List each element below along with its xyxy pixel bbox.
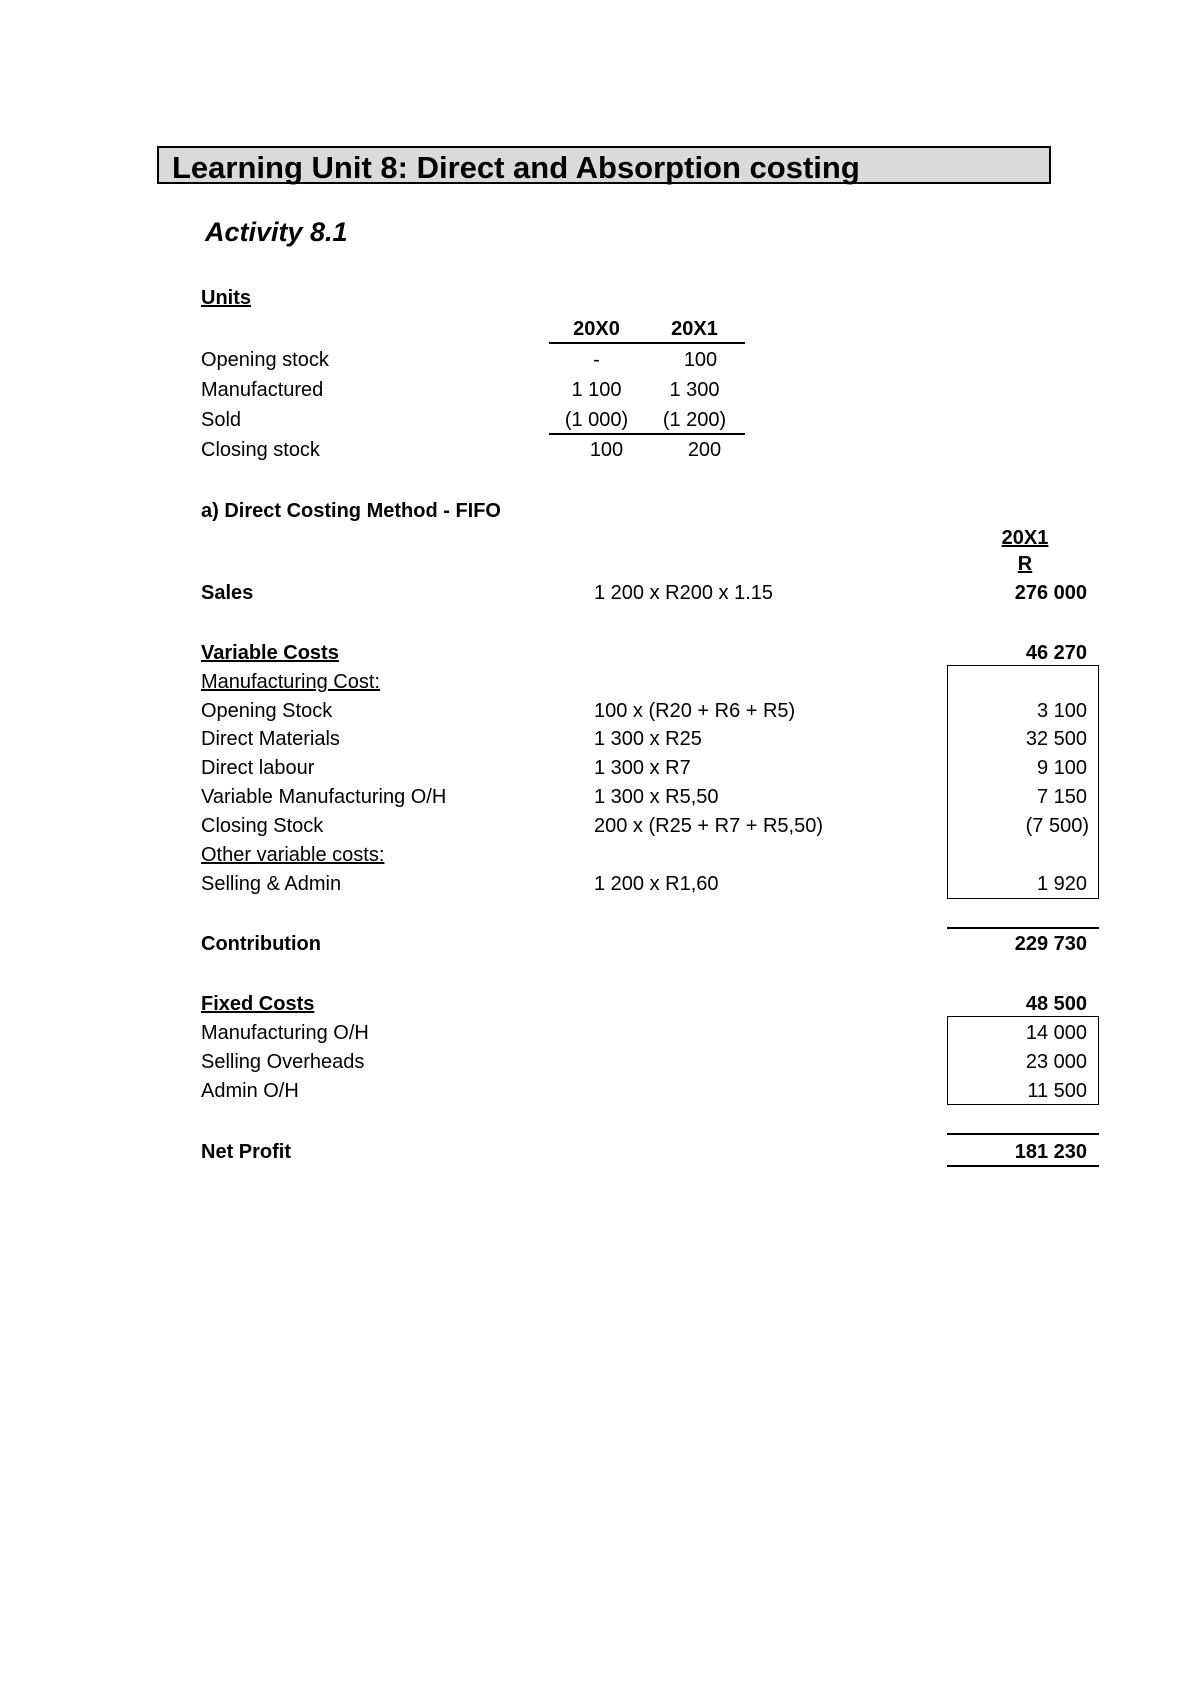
net-profit-underline [947, 1165, 1099, 1167]
units-row-value: 100 [589, 439, 624, 461]
units-row-value: - [593, 349, 600, 371]
variable-cost-calc: 1 300 x R25 [594, 728, 702, 750]
units-row-label: Closing stock [201, 439, 320, 461]
net-profit-amount: 181 230 [1014, 1141, 1087, 1163]
other-variable-cost-amount: 1 920 [1036, 873, 1087, 895]
variable-cost-label: Direct labour [201, 757, 315, 779]
variable-cost-label: Variable Manufacturing O/H [201, 786, 447, 808]
fixed-costs-label: Fixed Costs [201, 993, 315, 1015]
units-row-label: Sold [201, 409, 242, 431]
contribution-overline [947, 927, 1099, 929]
variable-cost-calc: 100 x (R20 + R6 + R5) [594, 700, 796, 722]
variable-cost-calc: 200 x (R25 + R7 + R5,50) [594, 815, 824, 837]
variable-cost-label: Opening Stock [201, 700, 333, 722]
contribution-label: Contribution [201, 933, 321, 955]
fixed-costs-total: 48 500 [1025, 993, 1087, 1015]
page-title: Learning Unit 8: Direct and Absorption costing [172, 150, 860, 185]
units-header-underline [549, 342, 745, 344]
units-col-20x1: 20X1 [671, 318, 718, 340]
units-row-value: (1 000) [564, 409, 629, 431]
variable-cost-amount: 3 100 [1036, 700, 1087, 722]
section-heading: a) Direct Costing Method - FIFO [201, 500, 501, 522]
column-currency: R [1017, 553, 1033, 575]
sales-amount: 276 000 [1014, 582, 1087, 604]
variable-cost-label: Closing Stock [201, 815, 324, 837]
units-heading: Units [201, 287, 251, 309]
manufacturing-cost-label: Manufacturing Cost: [201, 671, 380, 693]
other-variable-cost-label: Selling & Admin [201, 873, 342, 895]
sales-label: Sales [201, 582, 254, 604]
sales-calc: 1 200 x R200 x 1.15 [594, 582, 774, 604]
other-variable-cost-calc: 1 200 x R1,60 [594, 873, 719, 895]
activity-title: Activity 8.1 [205, 217, 348, 247]
variable-cost-amount: 32 500 [1025, 728, 1087, 750]
variable-cost-amount: 7 150 [1036, 786, 1087, 808]
net-profit-label: Net Profit [201, 1141, 291, 1163]
fixed-cost-amount: 14 000 [1025, 1022, 1087, 1044]
fixed-cost-label: Selling Overheads [201, 1051, 365, 1073]
units-col-20x0: 20X0 [573, 318, 620, 340]
column-year: 20X1 [1001, 527, 1049, 549]
variable-cost-label: Direct Materials [201, 728, 340, 750]
variable-costs-total: 46 270 [1025, 642, 1087, 664]
fixed-cost-label: Manufacturing O/H [201, 1022, 369, 1044]
units-row-label: Manufactured [201, 379, 324, 401]
units-total-underline [549, 433, 745, 435]
units-row-value: (1 200) [662, 409, 727, 431]
fixed-cost-label: Admin O/H [201, 1080, 299, 1102]
units-row-value: 1 100 [571, 379, 622, 401]
other-variable-costs-label: Other variable costs: [201, 844, 385, 866]
fixed-cost-amount: 23 000 [1025, 1051, 1087, 1073]
variable-costs-label: Variable Costs [201, 642, 339, 664]
variable-cost-calc: 1 300 x R7 [594, 757, 691, 779]
units-row-value: 100 [683, 349, 718, 371]
units-row-value: 200 [687, 439, 722, 461]
net-profit-overline [947, 1133, 1099, 1135]
variable-cost-calc: 1 300 x R5,50 [594, 786, 719, 808]
units-row-value: 1 300 [669, 379, 720, 401]
variable-cost-amount: 9 100 [1036, 757, 1087, 779]
page-title-box [157, 146, 1051, 184]
contribution-amount: 229 730 [1014, 933, 1087, 955]
variable-cost-amount: (7 500) [1025, 815, 1089, 837]
fixed-cost-amount: 11 500 [1027, 1080, 1087, 1102]
units-row-label: Opening stock [201, 349, 329, 371]
